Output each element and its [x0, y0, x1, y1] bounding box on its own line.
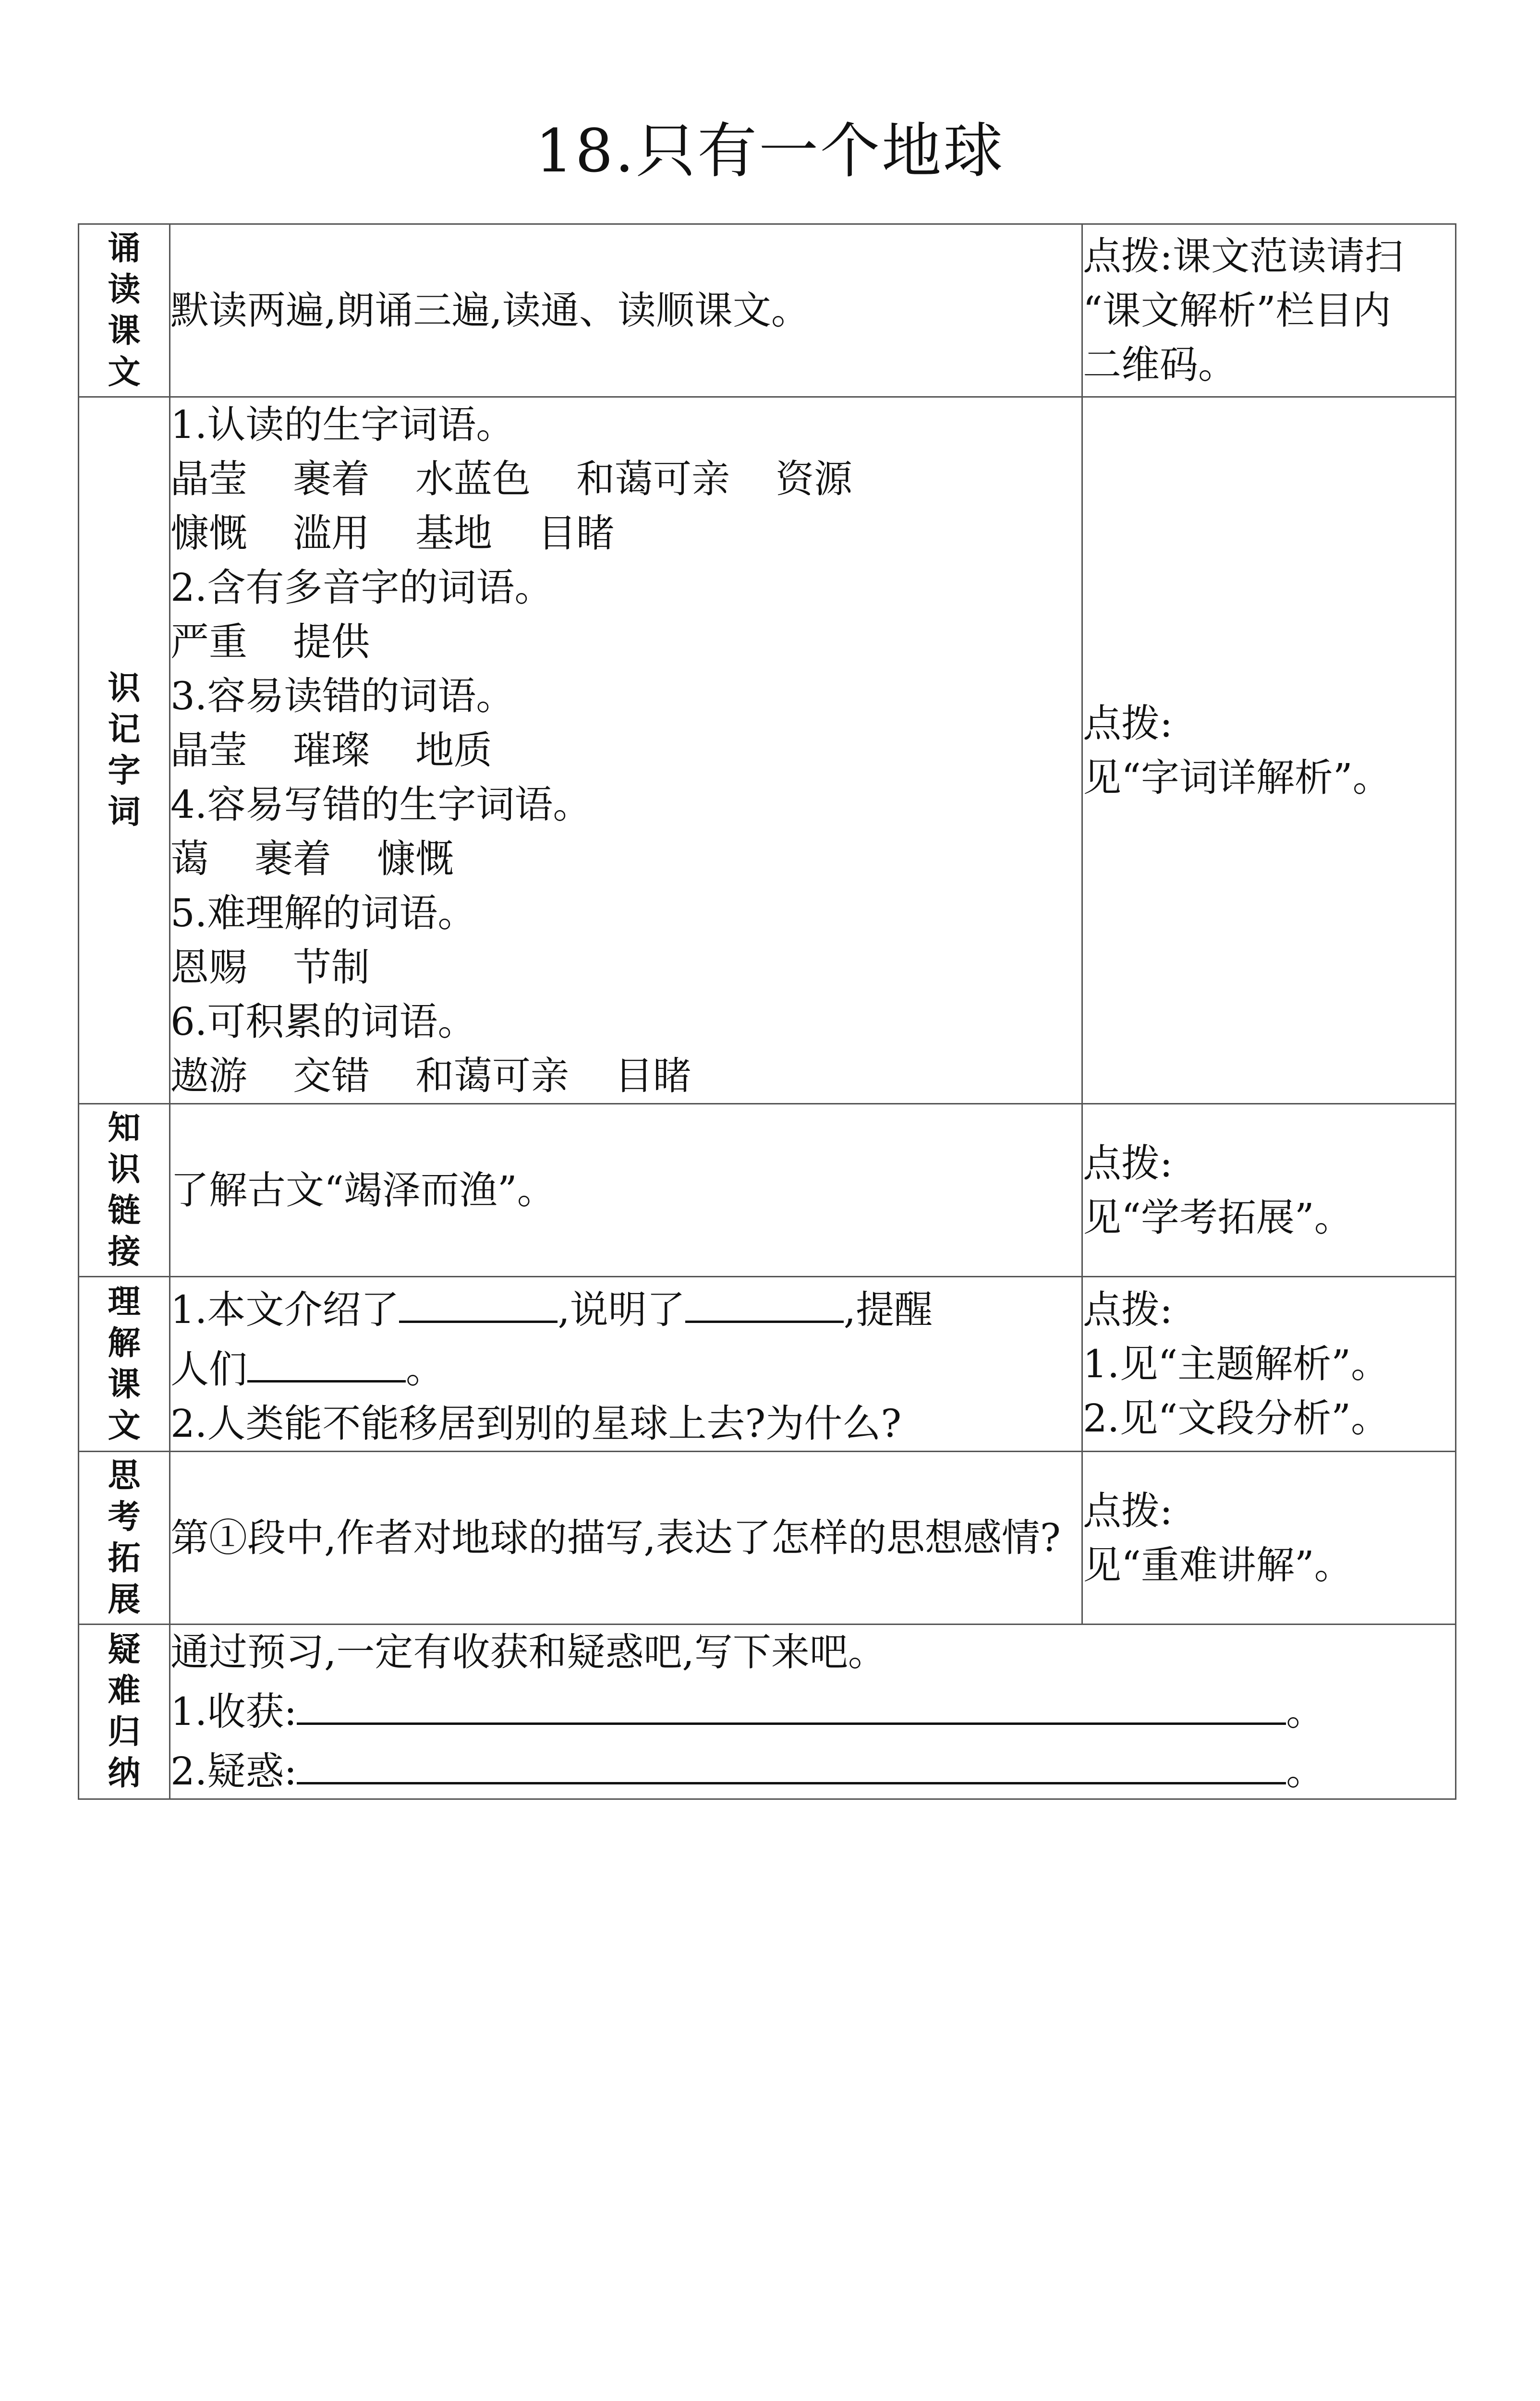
knowledge-hint: 点拨: 见“学考拓展”。	[1082, 1104, 1456, 1277]
summary-content	[170, 1625, 1456, 1799]
row-recite	[79, 224, 1456, 397]
question-1: 1.本文介绍了 ,说明了 ,提醒	[170, 1277, 1081, 1337]
word-list: 严重 提供	[170, 619, 370, 664]
row-words	[79, 397, 1456, 1104]
row-label-understand: 理 解 课 文	[79, 1277, 170, 1452]
word-list: 晶莹 璀璨 地质	[170, 728, 492, 773]
words-hint: 点拨: 见“字词详解析”。	[1082, 397, 1456, 1104]
gain-blank[interactable]	[297, 1679, 1286, 1725]
words-heading: 5.难理解的词语。	[170, 891, 476, 935]
answer-blank[interactable]	[685, 1277, 844, 1323]
doubt-blank[interactable]	[297, 1739, 1286, 1784]
understand-content	[170, 1277, 1082, 1452]
row-label-recite: 诵 读 课 文	[79, 224, 170, 397]
row-think	[79, 1452, 1456, 1625]
row-label-think: 思 考 拓 展	[79, 1452, 170, 1625]
row-label-words: 识 记 字 词	[79, 397, 170, 1104]
answer-blank[interactable]	[247, 1337, 406, 1382]
words-heading: 3.容易读错的词语。	[170, 674, 515, 718]
row-summary	[79, 1625, 1456, 1799]
word-list: 恩赐 节制	[170, 945, 370, 990]
question-2: 2.人类能不能移居到别的星球上去?为什么?	[170, 1401, 902, 1446]
words-heading: 2.含有多音字的词语。	[170, 565, 553, 610]
doubt-line: 2.疑惑: 。	[170, 1739, 1455, 1798]
word-list: 蔼 裹着 慷慨	[170, 837, 454, 881]
words-content	[170, 397, 1082, 1104]
think-hint: 点拨: 见“重难讲解”。	[1082, 1452, 1456, 1625]
word-list: 遨游 交错 和蔼可亲 目睹	[170, 1054, 691, 1098]
row-understand	[79, 1277, 1456, 1452]
word-list: 慷慨 滥用 基地 目睹	[170, 511, 615, 556]
preview-table	[78, 223, 1456, 1800]
question-1-cont: 人们 。	[170, 1337, 1081, 1396]
word-list: 晶莹 裹着 水蓝色 和蔼可亲 资源	[170, 457, 852, 501]
think-content: 第①段中,作者对地球的描写,表达了怎样的思想感情?	[170, 1452, 1082, 1625]
summary-intro: 通过预习,一定有收获和疑惑吧,写下来吧。	[170, 1630, 886, 1674]
words-heading: 6.可积累的词语。	[170, 999, 476, 1044]
page-title: 18.只有一个地球	[535, 117, 1005, 186]
understand-hint: 点拨: 1.见“主题解析”。 2.见“文段分析”。	[1082, 1277, 1456, 1452]
words-heading: 4.容易写错的生字词语。	[170, 782, 592, 827]
recite-hint: 点拨:课文范读请扫 “课文解析”栏目内 二维码。	[1082, 224, 1456, 397]
row-label-knowledge: 知 识 链 接	[79, 1104, 170, 1277]
gain-line: 1.收获: 。	[170, 1679, 1455, 1739]
words-heading: 1.认读的生字词语。	[170, 402, 515, 447]
knowledge-content: 了解古文“竭泽而渔”。	[170, 1104, 1082, 1277]
recite-content: 默读两遍,朗诵三遍,读通、读顺课文。	[170, 224, 1082, 397]
row-knowledge	[79, 1104, 1456, 1277]
row-label-summary: 疑 难 归 纳	[79, 1625, 170, 1799]
answer-blank[interactable]	[399, 1277, 558, 1323]
